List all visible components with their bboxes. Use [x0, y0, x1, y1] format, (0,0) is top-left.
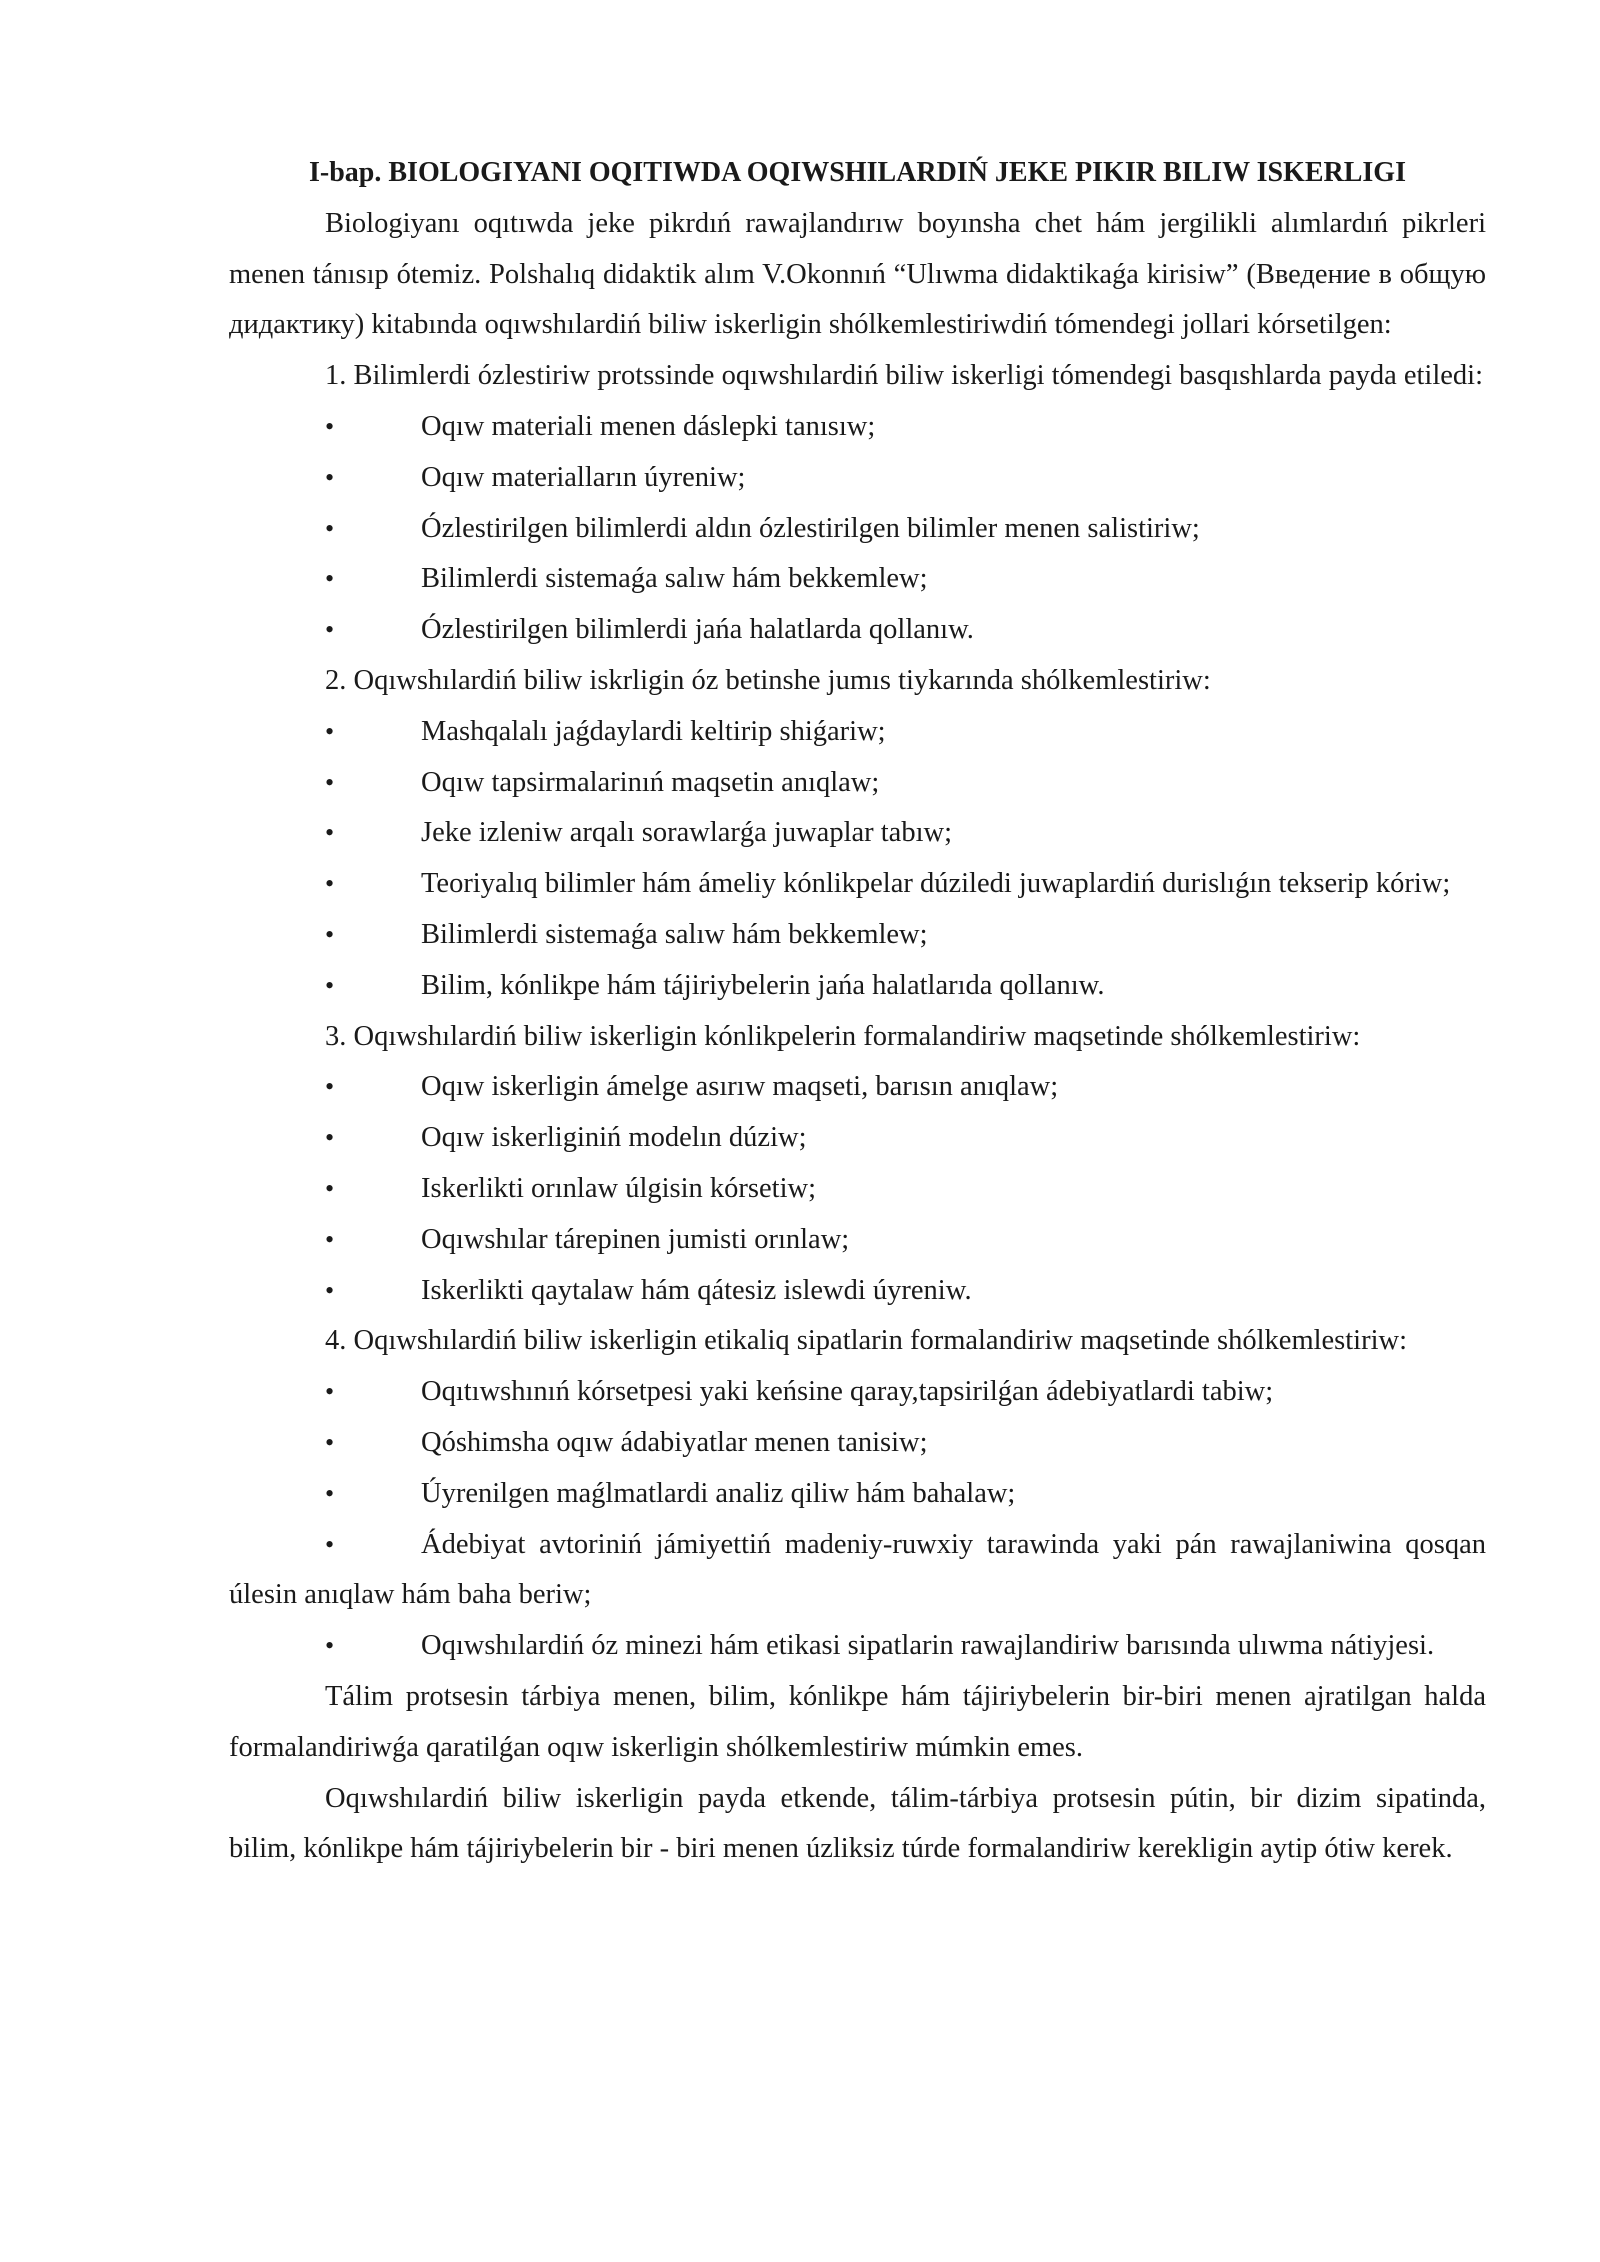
section-4-heading: 4. Oqıwshılardiń biliw iskerligin etikaliq sipatlarin formalandiriw maqsetinde shólkemlestiriw:	[325, 1325, 1408, 1357]
list-item: •Oqıw materiali menen dáslepki tanısıw;	[229, 402, 1486, 453]
list-item: •Teoriyalıq bilimler hám ámeliy kónlikpelar dúziledi juwaplardiń durislıǵın tekserip kóriw;	[229, 859, 1486, 910]
bullet-icon	[325, 402, 421, 453]
list-item: •Ózlestirilgen bilimlerdi jańa halatlarda qollanıw.	[229, 605, 1486, 656]
list-item: •Bilimlerdi sistemaǵa salıw hám bekkemlew;	[229, 554, 1486, 605]
list-4	[229, 1367, 1486, 1672]
list-item: •Oqıtıwshınıń kórsetpesi yaki keńsine qaray,tapsirilǵan ádebiyatlardi tabiw;	[229, 1367, 1486, 1418]
list-item: •Bilimlerdi sistemaǵa salıw hám bekkemlew;	[229, 910, 1486, 961]
list-item: •Oqıw materialların úyreniw;	[229, 453, 1486, 504]
list-item: •Oqıwshılar tárepinen jumisti orınlaw;	[229, 1215, 1486, 1266]
list-item: •Mashqalalı jaǵdaylardi keltirip shiǵariw;	[229, 707, 1486, 758]
bullet-icon	[325, 504, 421, 555]
list-item: •Oqıw iskerliginiń modelın dúziw;	[229, 1113, 1486, 1164]
section-2-heading: 2. Oqıwshılardiń biliw iskrligin óz betinshe jumıs tiykarında shólkemlestiriw:	[325, 664, 1211, 696]
bullet-icon	[325, 1164, 421, 1215]
bullet-icon	[325, 1367, 421, 1418]
list-item: •Iskerlikti qaytalaw hám qátesiz islewdi úyreniw.	[229, 1266, 1486, 1317]
intro-paragraph: Biologiyanı oqıtıwda jeke pikrdıń rawajlandırıw boyınsha chet hám jergilikli alımlardıń pikrleri menen tánısıp ótemiz. Polshalıq didaktik alım V.Okonnıń “Ulıwma didaktikaǵa kirisiw” (Введение в общую дидактику) kitabında oqıwshılardiń biliw iskerligin shólkemlestiriwdiń tómendegi jollari kórsetilgen:	[229, 207, 1486, 341]
list-item: •Ádebiyat avtoriniń jámiyettiń madeniy-ruwxiy tarawinda yaki pán rawajlaniwina qosqan úlesin anıqlaw hám baha beriw;	[229, 1520, 1486, 1622]
list-item: •Iskerlikti orınlaw úlgisin kórsetiw;	[229, 1164, 1486, 1215]
chapter-heading: I-bap. BIOLOGIYANI OQITIWDA OQIWSHILARDIŃ JEKE PIKIR BILIW ISKERLIGI	[309, 157, 1406, 188]
bullet-icon	[325, 808, 421, 859]
bullet-icon	[325, 554, 421, 605]
list-item: •Oqıwshılardiń óz minezi hám etikasi sipatlarin rawajlandiriw barısında ulıwma nátiyjesi.	[229, 1621, 1486, 1672]
list-item: •Úyrenilgen maǵlmatlardi analiz qiliw hám bahalaw;	[229, 1469, 1486, 1520]
list-3	[229, 1062, 1486, 1316]
list-item: •Qóshimsha oqıw ádabiyatlar menen tanisiw;	[229, 1418, 1486, 1469]
bullet-icon	[325, 1418, 421, 1469]
bullet-icon	[325, 1266, 421, 1317]
bullet-icon	[325, 1062, 421, 1113]
bullet-icon	[325, 910, 421, 961]
section-3-heading: 3. Oqıwshılardiń biliw iskerligin kónlikpelerin formalandiriw maqsetinde shólkemlestiriw:	[325, 1020, 1361, 1052]
bullet-icon	[325, 961, 421, 1012]
bullet-icon	[325, 859, 421, 910]
document-body	[229, 148, 1486, 1875]
section-1-heading: 1. Bilimlerdi ózlestiriw protssinde oqıwshılardiń biliw iskerligi tómendegi basqıshlarda payda etiledi:	[325, 360, 1484, 392]
list-2	[229, 707, 1486, 1012]
bullet-icon	[325, 1113, 421, 1164]
list-1	[229, 402, 1486, 656]
talim-paragraph: Tálim protsesin tárbiya menen, bilim, kónlikpe hám tájiriybelerin bir-biri menen ajratilgan halda formalandiriwǵa qaratilǵan oqıw iskerligin shólkemlestiriw múmkin emes.	[229, 1680, 1486, 1763]
bullet-icon	[325, 1215, 421, 1266]
list-item: •Bilim, kónlikpe hám tájiriybelerin jańa halatlarıda qollanıw.	[229, 961, 1486, 1012]
list-item: •Jeke izleniw arqalı sorawlarǵa juwaplar tabıw;	[229, 808, 1486, 859]
bullet-icon	[325, 758, 421, 809]
list-item: •Oqıw tapsirmalarinıń maqsetin anıqlaw;	[229, 758, 1486, 809]
list-item: •Ózlestirilgen bilimlerdi aldın ózlestirilgen bilimler menen salistiriw;	[229, 504, 1486, 555]
bullet-icon	[325, 453, 421, 504]
bullet-icon	[325, 1621, 421, 1672]
bullet-icon	[325, 1520, 421, 1571]
bullet-icon	[325, 1469, 421, 1520]
final-paragraph: Oqıwshılardiń biliw iskerligin payda etkende, tálim-tárbiya protsesin pútin, bir dizim sipatinda, bilim, kónlikpe hám tájiriybelerin bir - biri menen úzliksiz túrde formalandiriw kerekligin aytip ótiw kerek.	[229, 1782, 1486, 1865]
bullet-icon	[325, 707, 421, 758]
list-item: •Oqıw iskerligin ámelge asırıw maqseti, barısın anıqlaw;	[229, 1062, 1486, 1113]
bullet-icon	[325, 605, 421, 656]
